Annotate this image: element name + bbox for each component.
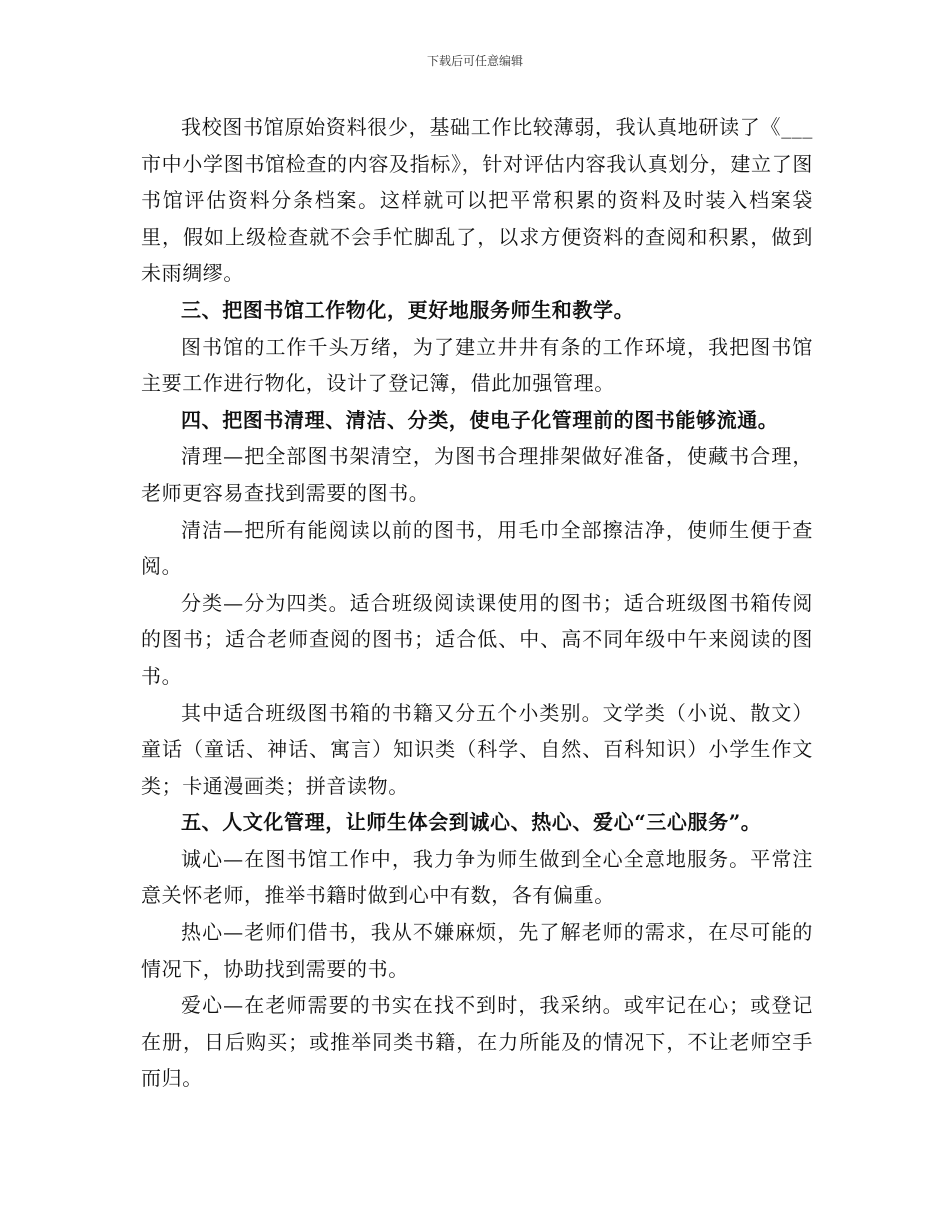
paragraph-cleanup: 清理—把全部图书架清空，为图书合理排架做好准备，使藏书合理，老师更容易查找到需要的图书。 xyxy=(141,444,813,505)
section-heading-4: 四、把图书清理、清洁、分类，使电子化管理前的图书能够流通。 xyxy=(181,407,779,432)
paragraph-cleaning: 清洁—把所有能阅读以前的图书，用毛巾全部擦洁净，使师生便于查阅。 xyxy=(141,517,813,579)
paragraph-subcategories: 其中适合班级图书箱的书籍又分五个小类别。文学类（小说、散文）童话（童话、神话、寓言）知识类（科学、自然、百科知识）小学生作文类；卡通漫画类；拼音读物。 xyxy=(141,700,813,798)
paragraph-materialize-work: 图书馆的工作千头万绪，为了建立井井有条的工作环境，我把图书馆主要工作进行物化，设计了登记簿，借此加强管理。 xyxy=(141,334,813,396)
section-heading-3: 三、把图书馆工作物化，更好地服务师生和教学。 xyxy=(181,297,635,322)
section-heading-5: 五、人文化管理，让师生体会到诚心、热心、爱心“三心服务”。 xyxy=(181,810,762,835)
document-body xyxy=(141,109,813,1097)
page-header: 下载后可任意编辑 xyxy=(426,54,523,68)
paragraph-caring: 爱心—在老师需要的书实在找不到时，我采纳。或牢记在心；或登记在册，日后购买；或推举同类书籍，在力所能及的情况下，不让老师空手而归。 xyxy=(141,993,813,1091)
paragraph-classification: 分类—分为四类。适合班级阅读课使用的图书；适合班级图书箱传阅的图书；适合老师查阅的图书；适合低、中、高不同年级中午来阅读的图书。 xyxy=(141,590,813,688)
paragraph-enthusiasm: 热心—老师们借书，我从不嫌麻烦，先了解老师的需求，在尽可能的情况下，协助找到需要的书。 xyxy=(141,920,813,981)
paragraph-sincerity: 诚心—在图书馆工作中，我力争为师生做到全心全意地服务。平常注意关怀老师，推举书籍时做到心中有数，各有偏重。 xyxy=(141,846,813,908)
paragraph-archive-intro: 我校图书馆原始资料很少，基础工作比较薄弱，我认真地研读了《___市中小学图书馆检查的内容及指标》，针对评估内容我认真划分，建立了图书馆评估资料分条档案。这样就可以把平常积累的资料及时装入档案袋里，假如上级检查就不会手忙脚乱了，以求方便资料的查阅和积累，做到未雨绸缪。 xyxy=(141,115,813,286)
